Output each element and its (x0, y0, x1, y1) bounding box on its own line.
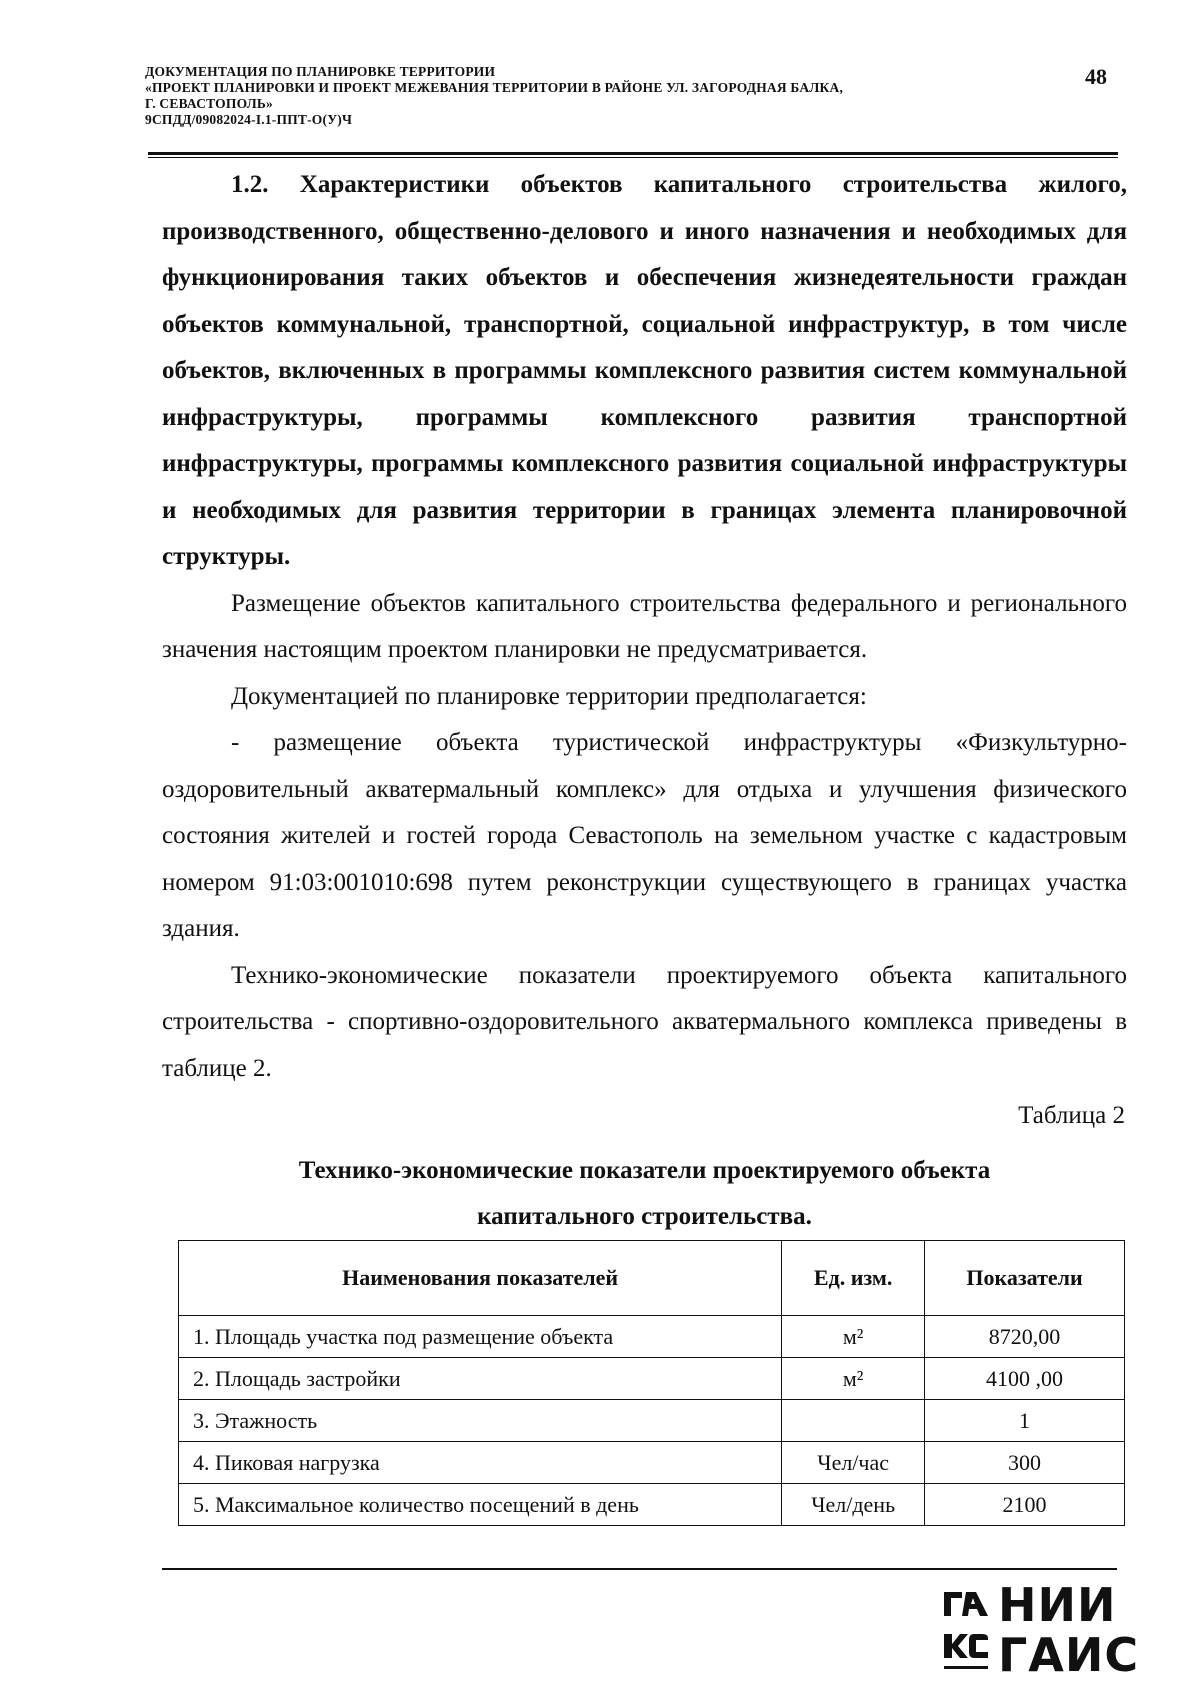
logo-mark-icon (942, 1588, 990, 1676)
table-row (179, 1358, 1125, 1400)
indicator-unit: Чел/день (782, 1484, 925, 1526)
table-row (179, 1400, 1125, 1442)
paragraph: Размещение объектов капитального строительства федерального и регионального значения настоящим проектом планировки не предусматривается. (162, 589, 1127, 663)
column-header-value: Показатели (925, 1241, 1125, 1316)
table-header-row (179, 1241, 1125, 1316)
footer-divider (162, 1568, 1117, 1570)
indicator-name: 2. Площадь застройки (179, 1358, 782, 1400)
logo-text-line2: ГАИС (998, 1628, 1140, 1682)
indicator-unit: Чел/час (782, 1442, 925, 1484)
section-heading: 1.2. Характеристики объектов капитального строительства жилого, производственного, общественно-делового и иного назначения и необходимых для функционирования таких объектов и обеспечения жизнедеятельности граждан объектов коммунальной, транспортной, социальной инфраструктур, в том числе объектов, включенных в программы комплексного развития систем коммунальной инфраструктуры, программы комплексного развития транспортной инфраструктуры, программы комплексного развития социальной инфраструктуры и необходимых для развития территории в границах элемента планировочной структуры. (162, 171, 1127, 570)
indicator-name: 5. Максимальное количество посещений в день (179, 1484, 782, 1526)
page-number: 48 (1085, 64, 1107, 89)
table-row (179, 1442, 1125, 1484)
header-document-code: 9СПДД/09082024-I.1-ППТ-О(У)Ч (145, 112, 353, 127)
table-label: Таблица 2 (1018, 1102, 1125, 1129)
indicator-unit: м² (782, 1358, 925, 1400)
indicator-name: 4. Пиковая нагрузка (179, 1442, 782, 1484)
indicators-table (178, 1240, 1125, 1526)
indicator-value: 2100 (925, 1484, 1125, 1526)
paragraph: - размещение объекта туристической инфраструктуры «Физкультурно-оздоровительный акватермальный комплекс» для отдыха и улучшения физического состояния жителей и гостей города Севастополь на земельном участке с кадастровым номером 91:03:001010:698 путем реконструкции существующего в границах участка здания. (162, 729, 1127, 942)
header-project-city: Г. СЕВАСТОПОЛЬ» (145, 96, 273, 111)
header-project-name: «ПРОЕКТ ПЛАНИРОВКИ И ПРОЕКТ МЕЖЕВАНИЯ ТЕРРИТОРИИ В РАЙОНЕ УЛ. ЗАГОРОДНАЯ БАЛКА, (145, 80, 844, 95)
table-row (179, 1316, 1125, 1358)
table-title-line: капитального строительства. (477, 1203, 812, 1230)
indicator-value: 1 (925, 1400, 1125, 1442)
body-text (162, 162, 1127, 1092)
paragraph: Документацией по планировке территории предполагается: (231, 682, 867, 710)
indicator-name: 3. Этажность (179, 1400, 782, 1442)
indicator-value: 4100 ,00 (925, 1358, 1125, 1400)
indicator-value: 8720,00 (925, 1316, 1125, 1358)
column-header-unit: Ед. изм. (782, 1241, 925, 1316)
document-header (145, 64, 1105, 128)
indicator-value: 300 (925, 1442, 1125, 1484)
logo-text-line1: НИИ (998, 1578, 1117, 1632)
header-title: ДОКУМЕНТАЦИЯ ПО ПЛАНИРОВКЕ ТЕРРИТОРИИ (145, 64, 496, 79)
table-title-line: Технико-экономические показатели проектируемого объекта (298, 1157, 991, 1184)
header-divider (148, 152, 1118, 158)
table-row (179, 1484, 1125, 1526)
table-title (162, 1148, 1127, 1240)
paragraph: Технико-экономические показатели проектируемого объекта капитального строительства - спортивно-оздоровительного акватермального комплекса приведены в таблице 2. (162, 961, 1127, 1082)
column-header-name: Наименования показателей (179, 1241, 782, 1316)
indicator-unit: м² (782, 1316, 925, 1358)
indicator-name: 1. Площадь участка под размещение объекта (179, 1316, 782, 1358)
indicator-unit (782, 1400, 925, 1442)
nii-gais-logo (942, 1578, 1140, 1682)
